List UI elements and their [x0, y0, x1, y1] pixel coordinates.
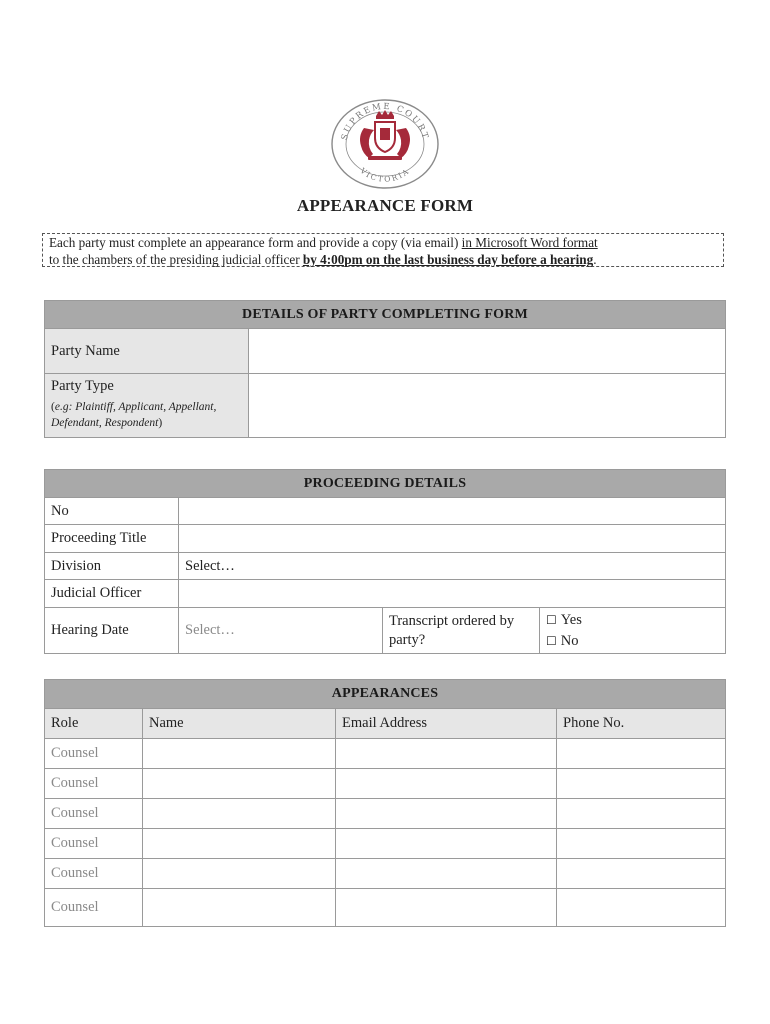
phone-cell[interactable] [557, 799, 726, 829]
name-cell[interactable] [143, 829, 336, 859]
email-cell[interactable] [336, 739, 557, 769]
hint-open: ( [51, 401, 55, 413]
yes-checkbox-icon[interactable]: ☐ [546, 612, 557, 627]
hint-close: ) [158, 417, 163, 429]
party-details-table [44, 300, 726, 438]
judicial-officer-label: Judicial Officer [45, 580, 179, 608]
col-phone: Phone No. [557, 709, 726, 739]
instructions-notice [42, 233, 724, 267]
transcript-no-option[interactable] [546, 631, 719, 652]
name-cell[interactable] [143, 769, 336, 799]
hearing-date-select[interactable]: Select… [179, 608, 383, 654]
table-row [45, 889, 726, 927]
appearances-section-header: APPEARANCES [45, 680, 726, 709]
phone-cell[interactable] [557, 769, 726, 799]
hint-text: e.g: Plaintiff, Applicant, Appellant, Defendant, Respondent [51, 401, 217, 429]
phone-cell[interactable] [557, 859, 726, 889]
no-checkbox-icon[interactable]: ☐ [546, 633, 557, 648]
role-cell[interactable]: Counsel [45, 799, 143, 829]
col-role: Role [45, 709, 143, 739]
table-row [45, 739, 726, 769]
col-email: Email Address [336, 709, 557, 739]
role-cell[interactable]: Counsel [45, 829, 143, 859]
judicial-officer-field[interactable] [179, 580, 726, 608]
party-type-hint [51, 399, 242, 431]
svg-text:VICTORIA [358, 165, 412, 183]
name-cell[interactable] [143, 739, 336, 769]
role-cell[interactable]: Counsel [45, 739, 143, 769]
appearances-table [44, 679, 726, 927]
role-cell[interactable]: Counsel [45, 859, 143, 889]
phone-cell[interactable] [557, 829, 726, 859]
yes-label: Yes [560, 611, 582, 628]
email-cell[interactable] [336, 859, 557, 889]
appearances-header-row [45, 709, 726, 739]
seal-bottom-text: VICTORIA [358, 166, 412, 184]
proceeding-details-table [44, 469, 726, 654]
transcript-options [540, 608, 726, 654]
party-type-label-cell [45, 374, 249, 438]
notice-text-2: to the chambers of the presiding judicial officer [49, 251, 303, 267]
table-row [45, 799, 726, 829]
no-label: No [560, 632, 579, 649]
table-row [45, 829, 726, 859]
name-cell[interactable] [143, 859, 336, 889]
name-cell[interactable] [143, 889, 336, 927]
party-section-header: DETAILS OF PARTY COMPLETING FORM [45, 301, 726, 329]
party-type-field[interactable] [249, 374, 726, 438]
email-cell[interactable] [336, 829, 557, 859]
table-row [45, 859, 726, 889]
crest-icon [360, 110, 410, 160]
page-title: APPEARANCE FORM [296, 196, 474, 215]
phone-cell[interactable] [557, 889, 726, 927]
party-type-label: Party Type [51, 378, 114, 394]
proceeding-title-field[interactable] [179, 525, 726, 553]
notice-end: . [593, 251, 597, 267]
court-seal-logo [328, 98, 442, 190]
email-cell[interactable] [336, 799, 557, 829]
division-label: Division [45, 553, 179, 580]
word-format-link[interactable]: in Microsoft Word format [461, 235, 598, 250]
email-cell[interactable] [336, 769, 557, 799]
transcript-yes-option[interactable] [546, 610, 719, 631]
party-name-label: Party Name [45, 329, 249, 374]
proceeding-section-header: PROCEEDING DETAILS [45, 470, 726, 498]
transcript-label: Transcript ordered by party? [383, 608, 540, 654]
division-select[interactable]: Select… [179, 553, 726, 580]
name-cell[interactable] [143, 799, 336, 829]
proceeding-no-label: No [45, 498, 179, 525]
proceeding-no-field[interactable] [179, 498, 726, 525]
table-row [45, 769, 726, 799]
hearing-date-label: Hearing Date [45, 608, 179, 654]
role-cell[interactable]: Counsel [45, 769, 143, 799]
phone-cell[interactable] [557, 739, 726, 769]
notice-deadline: by 4:00pm on the last business day before a hearing [302, 251, 594, 267]
role-cell[interactable]: Counsel [45, 889, 143, 927]
seal-top-text: SUPREME COURT [339, 101, 431, 142]
col-name: Name [143, 709, 336, 739]
notice-text-1: Each party must complete an appearance form and provide a copy (via email) [49, 235, 462, 250]
email-cell[interactable] [336, 889, 557, 927]
proceeding-title-label: Proceeding Title [45, 525, 179, 553]
party-name-field[interactable] [249, 329, 726, 374]
